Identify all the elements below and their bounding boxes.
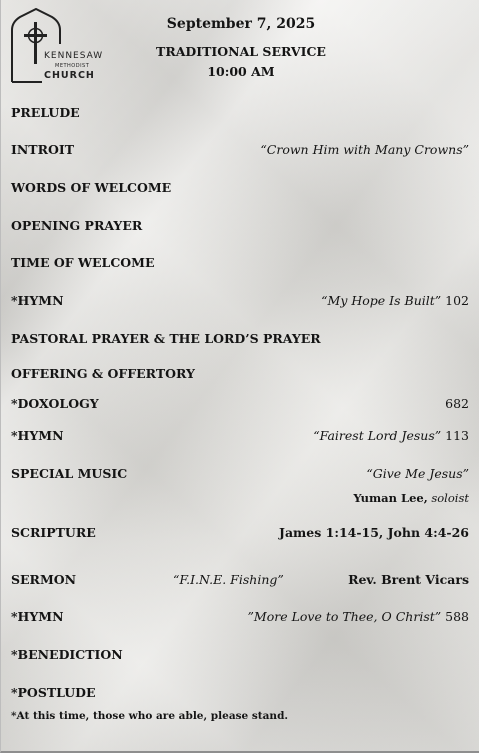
doxology-label: *DOXOLOGY: [11, 396, 99, 411]
hymn-1-label: *HYMN: [11, 293, 64, 308]
logo-line-methodist: METHODIST: [55, 63, 90, 69]
postlude-label: *POSTLUDE: [11, 685, 96, 700]
time-of-welcome-label: TIME OF WELCOME: [11, 255, 155, 270]
words-of-welcome-label: WORDS OF WELCOME: [11, 180, 172, 195]
opening-prayer-label: OPENING PRAYER: [11, 218, 143, 233]
soloist-credit: Yuman Lee, soloist: [353, 491, 469, 505]
prelude-label: PRELUDE: [11, 105, 80, 120]
sermon-title: “F.I.N.E. Fishing”: [173, 572, 284, 587]
logo-line-kennesaw: KENNESAW: [44, 51, 104, 61]
preacher-name: Rev. Brent Vicars: [348, 572, 469, 587]
hymn-1-title: “My Hope Is Built” 102: [321, 293, 469, 308]
pastoral-prayer-label: PASTORAL PRAYER & THE LORD’S PRAYER: [11, 331, 321, 346]
hymn-3-title: ”More Love to Thee, O Christ” 588: [247, 609, 469, 624]
service-name: TRADITIONAL SERVICE: [156, 44, 326, 59]
hymn-3-number: 588: [445, 609, 469, 624]
hymn-2-label: *HYMN: [11, 428, 64, 443]
offering-label: OFFERING & OFFERTORY: [11, 366, 195, 381]
service-time: 10:00 AM: [207, 64, 275, 79]
doxology-number: 682: [445, 396, 469, 411]
introit-title: “Crown Him with Many Crowns”: [260, 142, 469, 157]
service-date: September 7, 2025: [166, 16, 316, 32]
standing-footnote: *At this time, those who are able, please stand.: [11, 710, 289, 722]
introit-label: INTROIT: [11, 142, 75, 157]
benediction-label: *BENEDICTION: [11, 647, 123, 662]
special-music-label: SPECIAL MUSIC: [11, 466, 128, 481]
hymn-3-label: *HYMN: [11, 609, 64, 624]
hymn-1-number: 102: [445, 293, 469, 308]
special-music-title: “Give Me Jesus”: [366, 466, 469, 481]
hymn-2-title: “Fairest Lord Jesus” 113: [313, 428, 469, 443]
sermon-label: SERMON: [11, 572, 77, 587]
scripture-label: SCRIPTURE: [11, 525, 96, 540]
hymn-2-number: 113: [445, 428, 469, 443]
scripture-reference: James 1:14-15, John 4:4-26: [279, 525, 469, 540]
logo-line-church: CHURCH: [44, 70, 95, 81]
church-logo: [10, 8, 102, 84]
